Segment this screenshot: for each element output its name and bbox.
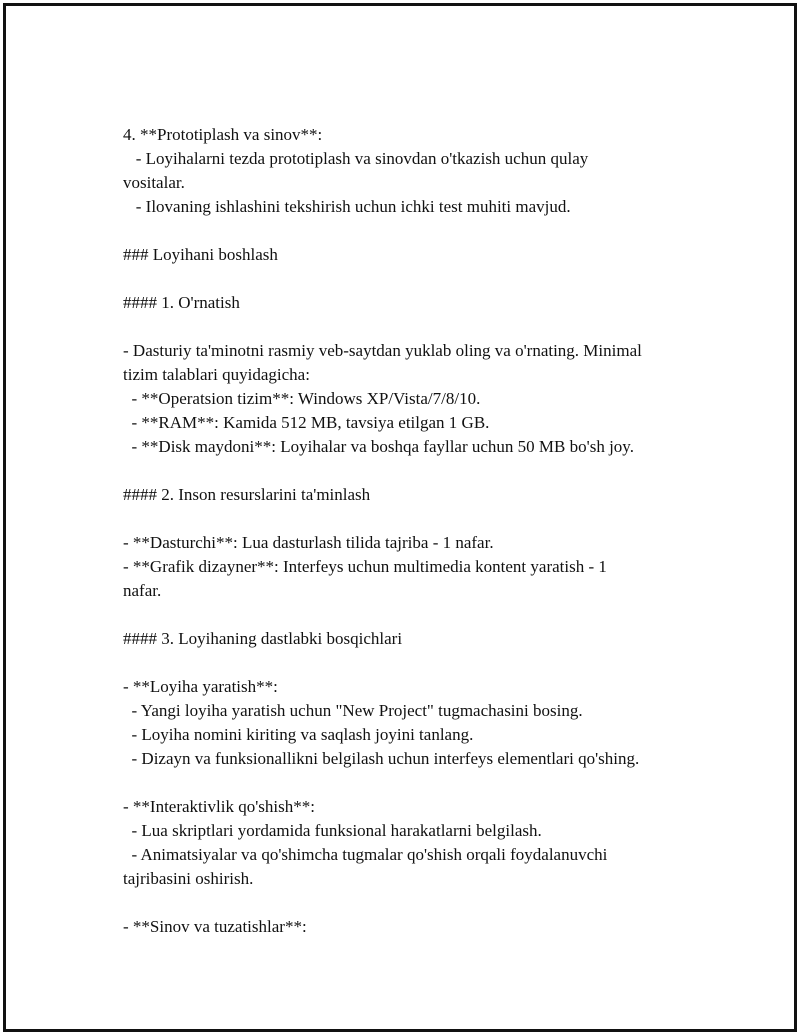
list-item: - Dizayn va funksionallikni belgilash uchun interfeys elementlari qo'shing. [123, 749, 640, 768]
blank-line [123, 459, 703, 483]
text-line: tizim talablari quyidagicha: [123, 365, 310, 384]
list-item: - Animatsiyalar va qo'shimcha tugmalar qo'shish orqali foydalanuvchi [123, 845, 608, 864]
list-item: - **Disk maydoni**: Loyihalar va boshqa fayllar uchun 50 MB bo'sh joy. [123, 437, 634, 456]
blank-line [123, 891, 703, 915]
page-frame [3, 3, 797, 1032]
list-item: - Lua skriptlari yordamida funksional harakatlarni belgilash. [123, 821, 542, 840]
blank-line [123, 651, 703, 675]
list-item: - **Sinov va tuzatishlar**: [123, 917, 307, 936]
subsection-heading: #### 1. O'rnatish [123, 293, 240, 312]
list-item: - **Interaktivlik qo'shish**: [123, 797, 315, 816]
text-line: - Loyihalarni tezda prototiplash va sinovdan o'tkazish uchun qulay [123, 149, 589, 168]
text-line: tajribasini oshirish. [123, 869, 254, 888]
text-line: vositalar. [123, 173, 185, 192]
text-line: - Dasturiy ta'minotni rasmiy veb-saytdan yuklab oling va o'rnating. Minimal [123, 341, 642, 360]
blank-line [123, 603, 703, 627]
blank-line [123, 507, 703, 531]
list-item: - **Operatsion tizim**: Windows XP/Vista/7/8/10. [123, 389, 481, 408]
list-item: - **Dasturchi**: Lua dasturlash tilida tajriba - 1 nafar. [123, 533, 494, 552]
text-line: 4. **Prototiplash va sinov**: [123, 125, 323, 144]
blank-line [123, 315, 703, 339]
subsection-heading: #### 3. Loyihaning dastlabki bosqichlari [123, 629, 403, 648]
list-item: - Loyiha nomini kiriting va saqlash joyini tanlang. [123, 725, 474, 744]
text-line: - Ilovaning ishlashini tekshirish uchun ichki test muhiti mavjud. [123, 197, 571, 216]
blank-line [123, 771, 703, 795]
document-body [123, 123, 703, 939]
section-heading: ### Loyihani boshlash [123, 245, 278, 264]
subsection-heading: #### 2. Inson resurslarini ta'minlash [123, 485, 371, 504]
blank-line [123, 267, 703, 291]
blank-line [123, 219, 703, 243]
list-item: - **Loyiha yaratish**: [123, 677, 278, 696]
list-item: - **Grafik dizayner**: Interfeys uchun multimedia kontent yaratish - 1 [123, 557, 607, 576]
list-item: - Yangi loyiha yaratish uchun "New Project" tugmachasini bosing. [123, 701, 583, 720]
text-line: nafar. [123, 581, 162, 600]
list-item: - **RAM**: Kamida 512 MB, tavsiya etilgan 1 GB. [123, 413, 490, 432]
